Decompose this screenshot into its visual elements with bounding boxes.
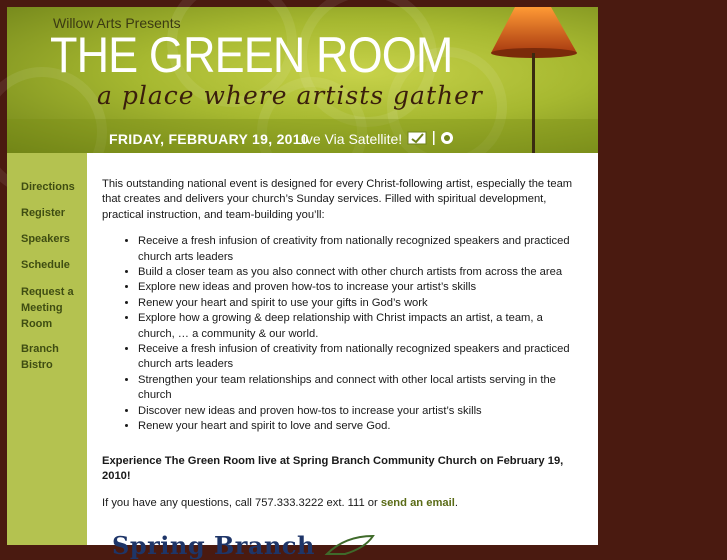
list-item: • Explore how a growing & deep relationship with Christ impacts an artist, a team, a church, … a community & our world. <box>138 311 582 342</box>
presents-text: Willow Arts Presents <box>53 15 181 31</box>
send-email-link[interactable]: send an email <box>380 497 455 510</box>
sidebar-item-request-meeting-room[interactable]: Request a Meeting Room <box>21 286 74 330</box>
contact-text: If you have any questions, call 757.333.3222 ext. 111 or <box>102 497 381 510</box>
page <box>7 7 598 560</box>
list-item: • Strengthen your team relationships and connect with other local artists serving in the church <box>138 373 582 404</box>
sidebar-item-directions[interactable]: Directions <box>21 181 75 193</box>
benefits-list <box>102 234 582 434</box>
list-item: • Receive a fresh infusion of creativity from nationally recognized speakers and practiced church arts leaders <box>138 234 582 265</box>
event-title: THE GREEN ROOM <box>50 27 453 83</box>
intro-paragraph: This outstanding national event is designed for every Christ-following artist, especially the team that creates and delivers your church’s Sunday services. Filled with spiritual development, practical instruction, and team-building you’ll: <box>102 178 573 221</box>
spring-branch-logo: Spring Branch <box>112 531 315 560</box>
header-banner <box>7 7 598 153</box>
lamp-icon <box>477 7 598 153</box>
leaf-icon <box>325 534 375 554</box>
main-content <box>102 177 582 512</box>
sidebar-item-register[interactable]: Register <box>21 207 66 219</box>
sidebar-item-speakers[interactable]: Speakers <box>21 233 70 245</box>
sidebar <box>7 153 87 545</box>
live-satellite-text: Live Via Satellite! <box>295 131 403 147</box>
list-item: • Renew your heart and spirit to use your gifts in God’s work <box>138 296 582 311</box>
list-item: • Renew your heart and spirit to love and serve God. <box>138 419 582 434</box>
list-item: • Receive a fresh infusion of creativity from nationally recognized speakers and practiced church arts leaders <box>138 342 582 373</box>
event-tagline: a place where artists gather <box>97 81 483 110</box>
sidebar-item-branch-bistro[interactable]: Branch Bistro <box>21 343 59 371</box>
satellite-icons <box>407 128 457 148</box>
list-item: • Build a closer team as you also connect with other church artists from across the area <box>138 265 582 280</box>
list-item: • Discover new ideas and proven how-tos to increase your artist’s skills <box>138 404 582 419</box>
contact-suffix: . <box>454 497 458 510</box>
contact-line <box>102 496 582 511</box>
list-item: • Explore new ideas and proven how-tos to increase your artist’s skills <box>138 280 582 295</box>
event-date: FRIDAY, FEBRUARY 19, 2010 <box>109 131 309 147</box>
experience-statement: Experience The Green Room live at Spring Branch Community Church on February 19, 2010! <box>102 454 564 482</box>
sidebar-item-schedule[interactable]: Schedule <box>21 259 70 271</box>
